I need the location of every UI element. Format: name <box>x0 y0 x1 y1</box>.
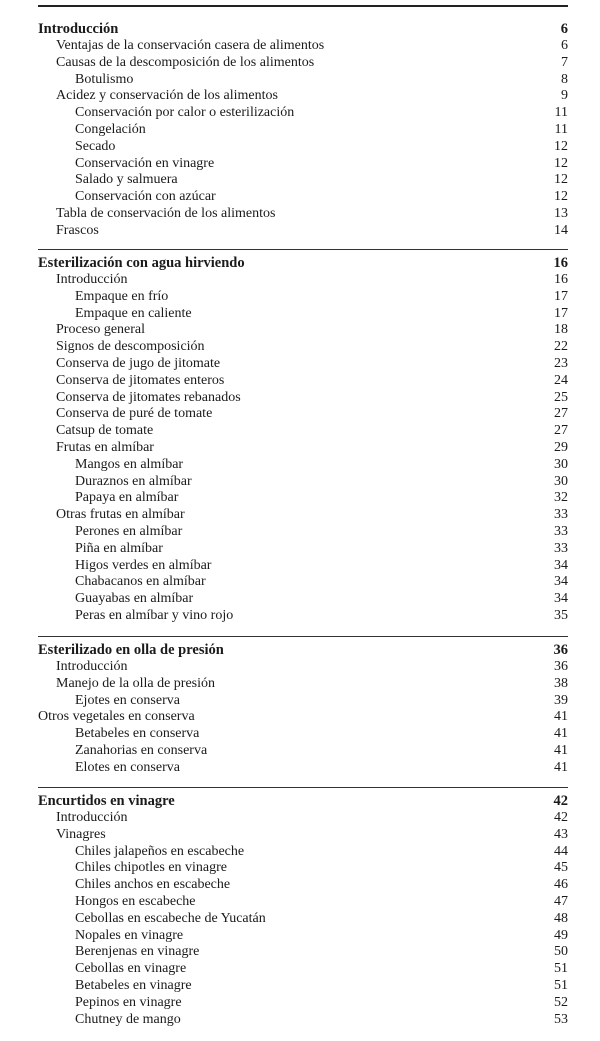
page-number: 11 <box>554 121 568 137</box>
entry-title: Ejotes en conserva <box>75 692 180 708</box>
entry-title: Salado y salmuera <box>75 172 178 188</box>
toc-entry[interactable] <box>0 206 600 223</box>
entry-title: Chiles anchos en escabeche <box>75 877 231 893</box>
toc-entry[interactable] <box>0 911 600 928</box>
toc-entry[interactable] <box>0 860 600 877</box>
section-heading[interactable] <box>0 254 600 272</box>
entry-title: Conservación con azúcar <box>75 189 216 205</box>
page-number: 42 <box>553 793 568 809</box>
page-number: 24 <box>554 372 568 388</box>
entry-title: Guayabas en almíbar <box>75 591 194 607</box>
page-number: 42 <box>554 810 568 825</box>
page-number: 36 <box>553 642 568 658</box>
entry-title: Higos verdes en almíbar <box>75 557 212 573</box>
page-number: 27 <box>554 406 568 422</box>
entry-title: Hongos en escabeche <box>75 893 196 909</box>
entry-title: Introducción <box>56 810 128 825</box>
entry-title: Papaya en almíbar <box>75 490 179 506</box>
page-number: 7 <box>561 54 568 70</box>
toc-section <box>0 20 600 240</box>
toc-entry[interactable] <box>0 659 600 676</box>
page-number: 34 <box>554 557 568 573</box>
toc-entry[interactable] <box>0 339 600 356</box>
entry-title: Secado <box>75 138 116 154</box>
page-number: 25 <box>554 389 568 405</box>
entry-title: Empaque en frío <box>75 288 169 304</box>
entry-title: Berenjenas en vinagre <box>75 944 200 960</box>
toc-section <box>0 641 600 777</box>
toc-entry[interactable] <box>0 122 600 139</box>
page-number: 41 <box>554 759 568 775</box>
toc-entry[interactable] <box>0 591 600 608</box>
toc-entry[interactable] <box>0 105 600 122</box>
entry-title: Tabla de conservación de los alimentos <box>56 205 276 221</box>
page-number: 51 <box>554 977 568 993</box>
section-heading[interactable] <box>0 20 600 38</box>
toc-entry[interactable] <box>0 139 600 156</box>
entry-title: Pepinos en vinagre <box>75 994 182 1010</box>
page-number: 30 <box>554 456 568 472</box>
toc-entry[interactable] <box>0 676 600 693</box>
section-divider <box>38 249 568 250</box>
entry-title: Conserva de jitomates rebanados <box>56 389 241 405</box>
page-number: 33 <box>554 507 568 523</box>
toc-entry[interactable] <box>0 995 600 1012</box>
toc-entry[interactable] <box>0 743 600 760</box>
entry-title: Cebollas en escabeche de Yucatán <box>75 910 266 926</box>
page-number: 12 <box>554 138 568 154</box>
entry-title: Mangos en almíbar <box>75 456 184 472</box>
page-number: 53 <box>554 1011 568 1027</box>
page-number: 29 <box>554 439 568 455</box>
toc-section <box>0 254 600 625</box>
page-number: 12 <box>554 189 568 205</box>
page-number: 22 <box>554 339 568 355</box>
section-divider <box>38 636 568 637</box>
page-number: 18 <box>554 322 568 338</box>
entry-title: Zanahorias en conserva <box>75 742 208 758</box>
toc-entry[interactable] <box>0 390 600 407</box>
page-number: 35 <box>554 607 568 623</box>
entry-title: Peras en almíbar y vino rojo <box>75 607 234 623</box>
toc-entry[interactable] <box>0 189 600 206</box>
toc-entry[interactable] <box>0 88 600 105</box>
entry-title: Chutney de mango <box>75 1011 181 1027</box>
entry-title: Duraznos en almíbar <box>75 473 192 489</box>
toc-entry[interactable] <box>0 760 600 777</box>
page-number: 13 <box>554 205 568 221</box>
page-number: 17 <box>554 305 568 321</box>
entry-title: Ventajas de la conservación casera de alimentos <box>56 38 325 53</box>
toc-entry[interactable] <box>0 608 600 625</box>
entry-title: Encurtidos en vinagre <box>38 793 175 809</box>
toc-entry[interactable] <box>0 55 600 72</box>
section-heading[interactable] <box>0 641 600 659</box>
entry-title: Botulismo <box>75 71 134 87</box>
section-heading[interactable] <box>0 792 600 810</box>
toc-entry[interactable] <box>0 306 600 323</box>
page-number: 41 <box>554 709 568 725</box>
page-number: 49 <box>554 927 568 943</box>
entry-title: Chiles jalapeños en escabeche <box>75 843 245 859</box>
toc-section <box>0 792 600 1028</box>
toc-entry[interactable] <box>0 1012 600 1029</box>
page-number: 33 <box>554 540 568 556</box>
page-number: 33 <box>554 523 568 539</box>
toc-entry[interactable] <box>0 72 600 89</box>
toc-entry[interactable] <box>0 38 600 55</box>
toc-entry[interactable] <box>0 877 600 894</box>
entry-title: Conserva de jugo de jitomate <box>56 355 221 371</box>
page-number: 48 <box>554 910 568 926</box>
entry-title: Introducción <box>56 272 128 287</box>
page-number: 16 <box>554 272 568 287</box>
entry-title: Perones en almíbar <box>75 523 183 539</box>
page-number: 44 <box>554 843 568 859</box>
toc-entry[interactable] <box>0 558 600 575</box>
page-number: 6 <box>560 21 568 37</box>
entry-title: Conserva de jitomates enteros <box>56 372 225 388</box>
page-number: 34 <box>554 591 568 607</box>
entry-title: Manejo de la olla de presión <box>56 675 216 691</box>
page-number: 51 <box>554 961 568 977</box>
toc-entry[interactable] <box>0 810 600 827</box>
section-divider <box>38 787 568 788</box>
toc-entry[interactable] <box>0 541 600 558</box>
toc-entry[interactable] <box>0 894 600 911</box>
toc-entry[interactable] <box>0 524 600 541</box>
entry-title: Betabeles en conserva <box>75 726 200 742</box>
toc-entry[interactable] <box>0 928 600 945</box>
toc-entry[interactable] <box>0 726 600 743</box>
page-number: 45 <box>554 860 568 876</box>
toc-entry[interactable] <box>0 289 600 306</box>
entry-title: Introducción <box>56 659 128 674</box>
page-number: 46 <box>554 877 568 893</box>
toc-entry[interactable] <box>0 457 600 474</box>
toc-entry[interactable] <box>0 844 600 861</box>
page-number: 8 <box>561 71 568 87</box>
toc-entry[interactable] <box>0 944 600 961</box>
page-number: 6 <box>561 38 568 53</box>
entry-title: Introducción <box>38 21 119 37</box>
page-number: 41 <box>554 726 568 742</box>
page-number: 50 <box>554 944 568 960</box>
entry-title: Conservación en vinagre <box>75 155 215 171</box>
toc-entry[interactable] <box>0 156 600 173</box>
toc-entry[interactable] <box>0 490 600 507</box>
toc-entry[interactable] <box>0 978 600 995</box>
entry-title: Esterilización con agua hirviendo <box>38 255 245 271</box>
entry-title: Conservación por calor o esterilización <box>75 105 295 121</box>
top-rule <box>38 5 568 7</box>
entry-title: Signos de descomposición <box>56 339 205 355</box>
page-number: 16 <box>553 255 568 271</box>
entry-title: Piña en almíbar <box>75 540 163 556</box>
page-number: 23 <box>554 355 568 371</box>
toc-entry[interactable] <box>0 272 600 289</box>
page-number: 47 <box>554 893 568 909</box>
toc-entry[interactable] <box>0 827 600 844</box>
entry-title: Frutas en almíbar <box>56 439 154 455</box>
entry-title: Otras frutas en almíbar <box>56 507 185 523</box>
entry-title: Acidez y conservación de los alimentos <box>56 88 278 104</box>
toc-entry[interactable] <box>0 507 600 524</box>
entry-title: Empaque en caliente <box>75 305 192 321</box>
page-number: 34 <box>554 574 568 590</box>
page-number: 39 <box>554 692 568 708</box>
entry-title: Cebollas en vinagre <box>75 961 187 977</box>
toc-entry[interactable] <box>0 322 600 339</box>
page-number: 9 <box>561 88 568 104</box>
entry-title: Nopales en vinagre <box>75 927 184 943</box>
page-number: 36 <box>554 659 568 674</box>
toc-entry[interactable] <box>0 709 600 726</box>
toc-entry[interactable] <box>0 574 600 591</box>
entry-title: Catsup de tomate <box>56 423 154 439</box>
entry-title: Proceso general <box>56 322 146 338</box>
entry-title: Causas de la descomposición de los alimentos <box>56 54 315 70</box>
toc-entry[interactable] <box>0 961 600 978</box>
page-number: 41 <box>554 742 568 758</box>
entry-title: Congelación <box>75 121 146 137</box>
page-number: 11 <box>554 105 568 121</box>
page-number: 12 <box>554 172 568 188</box>
toc-entry[interactable] <box>0 440 600 457</box>
page-number: 14 <box>554 222 568 238</box>
toc-entry[interactable] <box>0 423 600 440</box>
page-number: 32 <box>554 490 568 506</box>
toc-entry[interactable] <box>0 693 600 710</box>
page-number: 12 <box>554 155 568 171</box>
entry-title: Vinagres <box>56 826 106 842</box>
entry-title: Conserva de puré de tomate <box>56 406 213 422</box>
toc-entry[interactable] <box>0 406 600 423</box>
page-number: 43 <box>554 826 568 842</box>
entry-title: Chabacanos en almíbar <box>75 574 206 590</box>
toc-entry[interactable] <box>0 172 600 189</box>
page-number: 38 <box>554 675 568 691</box>
entry-title: Chiles chipotles en vinagre <box>75 860 228 876</box>
toc-entry[interactable] <box>0 373 600 390</box>
entry-title: Betabeles en vinagre <box>75 977 192 993</box>
toc-entry[interactable] <box>0 223 600 240</box>
entry-title: Elotes en conserva <box>75 759 180 775</box>
page-number: 27 <box>554 423 568 439</box>
page-number: 30 <box>554 473 568 489</box>
entry-title: Otros vegetales en conserva <box>38 709 195 725</box>
toc-entry[interactable] <box>0 474 600 491</box>
entry-title: Esterilizado en olla de presión <box>38 642 224 658</box>
entry-title: Frascos <box>56 222 99 238</box>
toc-entry[interactable] <box>0 356 600 373</box>
page-number: 52 <box>554 994 568 1010</box>
page-number: 17 <box>554 288 568 304</box>
